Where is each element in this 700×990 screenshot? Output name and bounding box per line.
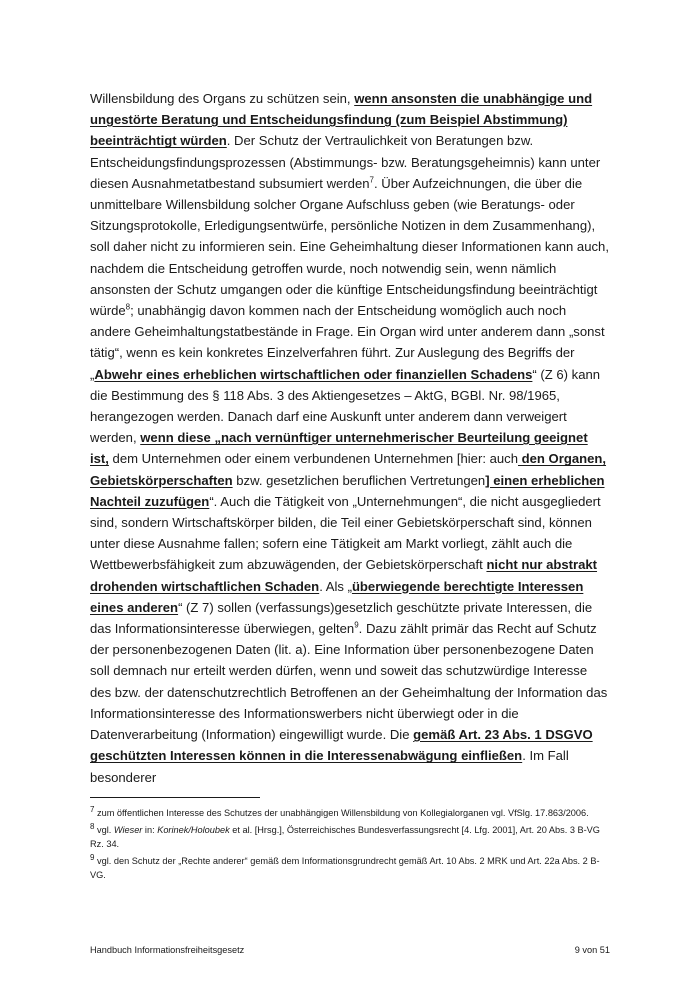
- text-run: . Der Schutz der Vertraulichkeit von Beratungen bzw. Entscheidungsfindungsprozessen (Abstimmungs- bzw. Beratungsgeheimnis) kann unter diesen Ausnahmetatbestand subsumiert werden: [90, 133, 601, 191]
- footnote-7: [90, 806, 610, 820]
- footnote-author: Korinek/Holoubek: [157, 825, 230, 835]
- text-run: Willensbildung des Organs zu schützen sein,: [90, 91, 355, 106]
- footer-title: Handbuch Informationsfreiheitsgesetz: [90, 945, 245, 955]
- footnotes: [90, 806, 610, 885]
- text-run: “ (Z 7) sollen (verfassungs)gesetzlich geschützte private Interessen, die das Informationsinteresse überwiegen, gelten: [90, 599, 593, 637]
- footnote-ref-8[interactable]: 8: [125, 302, 131, 312]
- text-run: “ (Z 6) kann die Bestimmung des § 118 Abs. 3 des Aktiengesetzes – AktG, BGBl. Nr. 98/1965, herangezogen werden. Danach darf eine Auskunft unter anderem dann verweigert werden,: [90, 366, 601, 446]
- footnote-ref-9[interactable]: 9: [354, 620, 359, 630]
- text-run: “. Auch die Tätigkeit von „Unternehmungen“, die nicht ausgegliedert sind, sondern Wirtschaftskörper bilden, die Teil einer Gebietskörperschaft sind, können unter diese Ausnahme fallen; sofern eine Tätigkeit am Markt vorliegt, zählt auch die Wettbewerbsfähigkeit zum abzuwägenden, der Gebietskörperschaft: [90, 493, 601, 573]
- footnote-text: et al. [Hrsg.], Österreichisches Bundesverfassungsrecht [4. Lfg. 2001], Art. 20 Abs. 3 B-VG Rz. 34.: [90, 825, 600, 849]
- footnote-text: vgl.: [94, 825, 114, 835]
- emphasis-run: gemäß Art. 23 Abs. 1 DSGVO geschützten Interessen können in die Interessenabwägung einfließen: [90, 727, 593, 764]
- footnote-separator: [90, 797, 260, 798]
- text-run: . Als „: [319, 578, 352, 594]
- text-run: . Dazu zählt primär das Recht auf Schutz der personenbezogenen Daten (lit. a). Eine Information über personenbezogene Daten soll demnach nur erteilt werden dürfen, wenn und soweit das schutzwürdige Interesse des bzw. der datenschutzrechtlich Betroffenen an der Geheimhaltung der Information das Informationsinteresse des Informationswerbers nicht überwiegt oder in die Datenverarbeitung (Information) eingewilligt wurde. Die: [90, 621, 608, 743]
- footnote-number: 8: [90, 821, 95, 831]
- footnote-number: 9: [90, 852, 95, 862]
- text-run: . Im Fall besonderer: [90, 748, 569, 785]
- text-run: dem Unternehmen oder einem verbundenen Unternehmen [hier: auch: [108, 451, 518, 467]
- text-run: ; unabhängig davon kommen nach der Entscheidung womöglich auch noch andere Geheimhaltungstatbestände in Frage. Ein Organ wird unter anderem dann „sonst tätig“, wenn es kein konkretes Einzelverfahren führt. Zur Auslegung des Begriffs der „: [90, 303, 605, 382]
- text-run: . Über Aufzeichnungen, die über die unmittelbare Willensbildung solcher Organe Aufschluss geben (wie Beratungs- oder Sitzungsprotokolle, Erledigungsentwürfe, persönliche Notizen in dem Zusammenhang), soll daher nicht zu informieren sein. Eine Geheimhaltung dieser Informationen kann auch, nachdem die Entscheidung getroffen wurde, noch notwendig sein, wenn nämlich ansonsten der Schutz umgangen oder die künftige Entscheidungsfindung beeinträchtigt würde: [90, 175, 609, 319]
- page-number: 9 von 51: [574, 945, 610, 955]
- emphasis-run: wenn ansonsten die unabhängige und ungestörte Beratung und Entscheidungsfindung (zum Beispiel Abstimmung) beeinträchtigt würden: [90, 91, 593, 149]
- footnote-text: zum öffentlichen Interesse des Schutzes der unabhängigen Willensbildung von Kollegialorganen vgl. VfSlg. 17.863/2006.: [94, 808, 589, 818]
- footnote-9: [90, 854, 610, 882]
- emphasis-run: wenn diese „nach vernünftiger unternehmerischer Beurteilung geeignet ist,: [90, 430, 588, 467]
- text-run: bzw. gesetzlichen beruflichen Vertretungen: [232, 472, 486, 488]
- footnote-text: vgl. den Schutz der „Rechte anderer“ gemäß dem Informationsgrundrecht gemäß Art. 10 Abs. 2 MRK und Art. 22a Abs. 2 B-VG.: [90, 856, 600, 880]
- emphasis-run: überwiegende berechtigte Interessen eines anderen: [90, 578, 584, 615]
- footnote-author: Wieser: [113, 825, 143, 835]
- emphasis-run: nicht nur abstrakt drohenden wirtschaftlichen Schaden: [90, 557, 598, 594]
- footnote-number: 7: [90, 804, 95, 814]
- footnote-text: in:: [142, 825, 158, 835]
- body-paragraph: [90, 88, 610, 788]
- footnote-ref-7[interactable]: 7: [369, 175, 374, 185]
- emphasis-run: den Organen, Gebietskörperschaften: [90, 451, 607, 488]
- emphasis-run: Abwehr eines erheblichen wirtschaftlichen oder finanziellen Schadens: [94, 366, 533, 382]
- emphasis-run: ] einen erheblichen Nachteil zuzufügen: [90, 472, 605, 509]
- footnote-8: [90, 823, 610, 851]
